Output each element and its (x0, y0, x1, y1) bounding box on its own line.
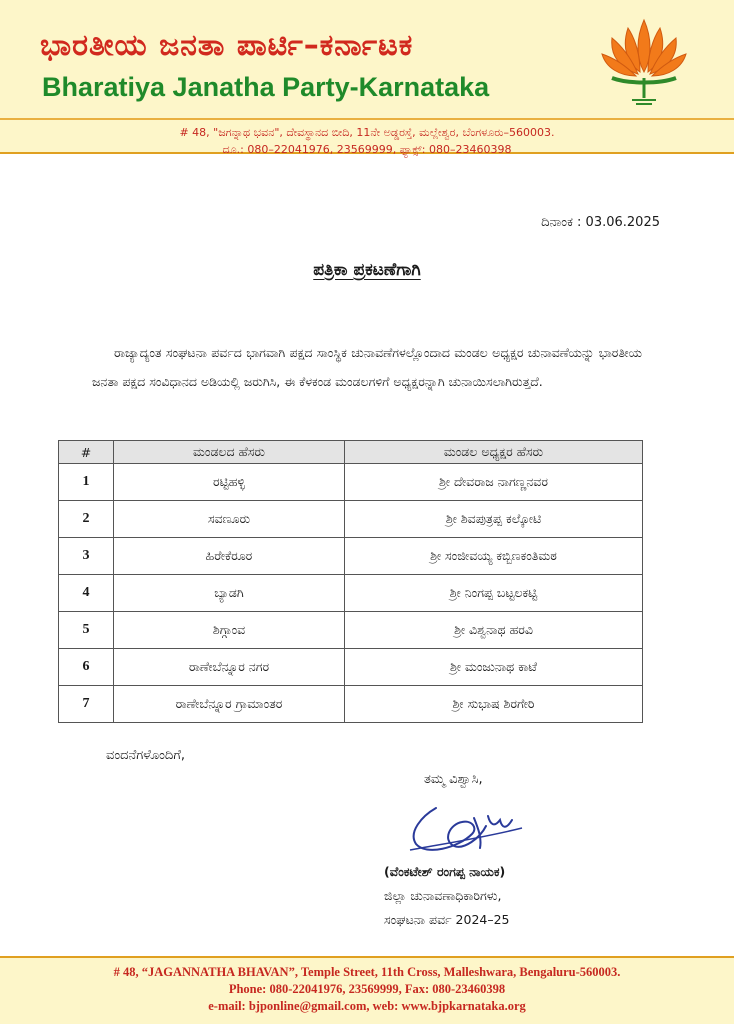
footer-contact: e-mail: bjponline@gmail.com, web: www.bjpkarnataka.org (208, 999, 526, 1013)
mandal-name: ರಾಣೇಬೆನ್ನೂರ ಗ್ರಾಮಾಂತರ (114, 686, 345, 723)
col-header-number: # (59, 441, 114, 464)
mandal-name: ರಾಣೇಬೆನ್ನೂರ ನಗರ (114, 649, 345, 686)
row-number: 1 (59, 464, 114, 501)
letterhead (0, 0, 734, 154)
president-name: ಶ್ರೀ ವಿಶ್ವನಾಥ ಹರವಿ (345, 612, 643, 649)
table-row (59, 538, 643, 575)
heading-wrapper (0, 260, 734, 280)
signature-icon (402, 798, 532, 860)
letterhead-address (0, 124, 734, 158)
president-name: ಶ್ರೀ ದೇವರಾಜ ನಾಗಣ್ಣನವರ (345, 464, 643, 501)
signer-designation: ಜಿಲ್ಲಾ ಚುನಾವಣಾಧಿಕಾರಿಗಳು, (384, 888, 502, 903)
lotus-icon (598, 10, 690, 108)
row-number: 7 (59, 686, 114, 723)
letterhead-divider (0, 118, 734, 120)
letter-date: ದಿನಾಂಕ : 03.06.2025 (541, 215, 660, 230)
table-row (59, 649, 643, 686)
body-paragraph: ರಾಜ್ಯಾದ್ಯಂತ ಸಂಘಟನಾ ಪರ್ವದ ಭಾಗವಾಗಿ ಪಕ್ಷದ ಸಾಂಸ್ಥಿಕ ಚುನಾವಣೆಗಳಲ್ಲೊಂದಾದ ಮಂಡಲ ಅಧ್ಯಕ್ಷರ ಚುನಾವಣೆಯನ್ನು ಭಾರತೀಯ ಜನತಾ ಪಕ್ಷದ ಸಂವಿಧಾನದ ಅಡಿಯಲ್ಲಿ ಜರುಗಿಸಿ, ಈ ಕೆಳಕಂಡ ಮಂಡಲಗಳಿಗೆ ಅಧ್ಯಕ್ಷರನ್ನಾಗಿ ಚುನಾಯಿಸಲಾಗಿರುತ್ತದೆ. (92, 345, 642, 389)
letterhead-phone-line: ದೂ.: 080–22041976, 23569999, ಫ್ಯಾಕ್ಸ್: 080–23460398 (222, 143, 512, 156)
mandal-president-table (58, 440, 643, 723)
footer (0, 956, 734, 1024)
table-row (59, 575, 643, 612)
press-release-heading: ಪತ್ರಿಕಾ ಪ್ರಕಟಣೆಗಾಗಿ (313, 260, 421, 280)
mandal-name: ಹಿರೇಕೆರೂರ (114, 538, 345, 575)
mandal-name: ಸವಣೂರು (114, 501, 345, 538)
footer-address: # 48, “JAGANNATHA BHAVAN”, Temple Street, 11th Cross, Malleshwara, Bengaluru-560003. (113, 965, 621, 979)
col-header-president: ಮಂಡಲ ಅಧ್ಯಕ್ಷರ ಹೆಸರು (345, 441, 643, 464)
president-name: ಶ್ರೀ ನಿಂಗಪ್ಪ ಬಟ್ಟಲಕಟ್ಟಿ (345, 575, 643, 612)
footer-phone: Phone: 080-22041976, 23569999, Fax: 080-23460398 (228, 982, 506, 996)
table-row (59, 686, 643, 723)
signer-event: ಸಂಘಟನಾ ಪರ್ವ 2024–25 (384, 912, 510, 927)
letterhead-address-line: # 48, "ಜಗನ್ನಾಥ ಭವನ", ದೇವಸ್ಥಾನದ ಬೀದಿ, 11ನೇ ಅಡ್ಡರಸ್ತೆ, ಮಲ್ಲೇಶ್ವರ, ಬೆಂಗಳೂರು–560003. (179, 126, 555, 139)
party-name-kannada: ಭಾರತೀಯ ಜನತಾ ಪಾರ್ಟಿ–ಕರ್ನಾಟಕ (40, 28, 414, 63)
party-name-english: Bharatiya Janatha Party-Karnataka (42, 72, 490, 102)
row-number: 3 (59, 538, 114, 575)
table-row (59, 501, 643, 538)
row-number: 2 (59, 501, 114, 538)
signer-name: (ವೆಂಕಟೇಶ್ ರಂಗಪ್ಪ ನಾಯಕ) (384, 864, 506, 879)
table-header-row (59, 441, 643, 464)
president-name: ಶ್ರೀ ಸುಭಾಷ ಶಿರಗೇರಿ (345, 686, 643, 723)
table-row (59, 612, 643, 649)
row-number: 5 (59, 612, 114, 649)
table-row (59, 464, 643, 501)
president-name: ಶ್ರೀ ಸಂಜೀವಯ್ಯ ಕಬ್ಬಿಣಕಂತಿಮಠ (345, 538, 643, 575)
col-header-mandal: ಮಂಡಲದ ಹೆಸರು (114, 441, 345, 464)
signer-block (384, 860, 510, 932)
row-number: 6 (59, 649, 114, 686)
yours-faithfully: ತಮ್ಮ ವಿಶ್ವಾಸಿ, (424, 772, 483, 787)
president-name: ಶ್ರೀ ಶಿವಪುತ್ರಪ್ಪ ಕಲ್ಕೋಟಿ (345, 501, 643, 538)
president-name: ಶ್ರೀ ಮಂಜುನಾಥ ಕಾಟೆ (345, 649, 643, 686)
mandal-name: ಶಿಗ್ಗಾಂವ (114, 612, 345, 649)
mandal-name: ಬ್ಯಾಡಗಿ (114, 575, 345, 612)
row-number: 4 (59, 575, 114, 612)
closing-salutation: ವಂದನೆಗಳೊಂದಿಗೆ, (106, 748, 185, 763)
mandal-name: ರಟ್ಟಿಹಳ್ಳಿ (114, 464, 345, 501)
